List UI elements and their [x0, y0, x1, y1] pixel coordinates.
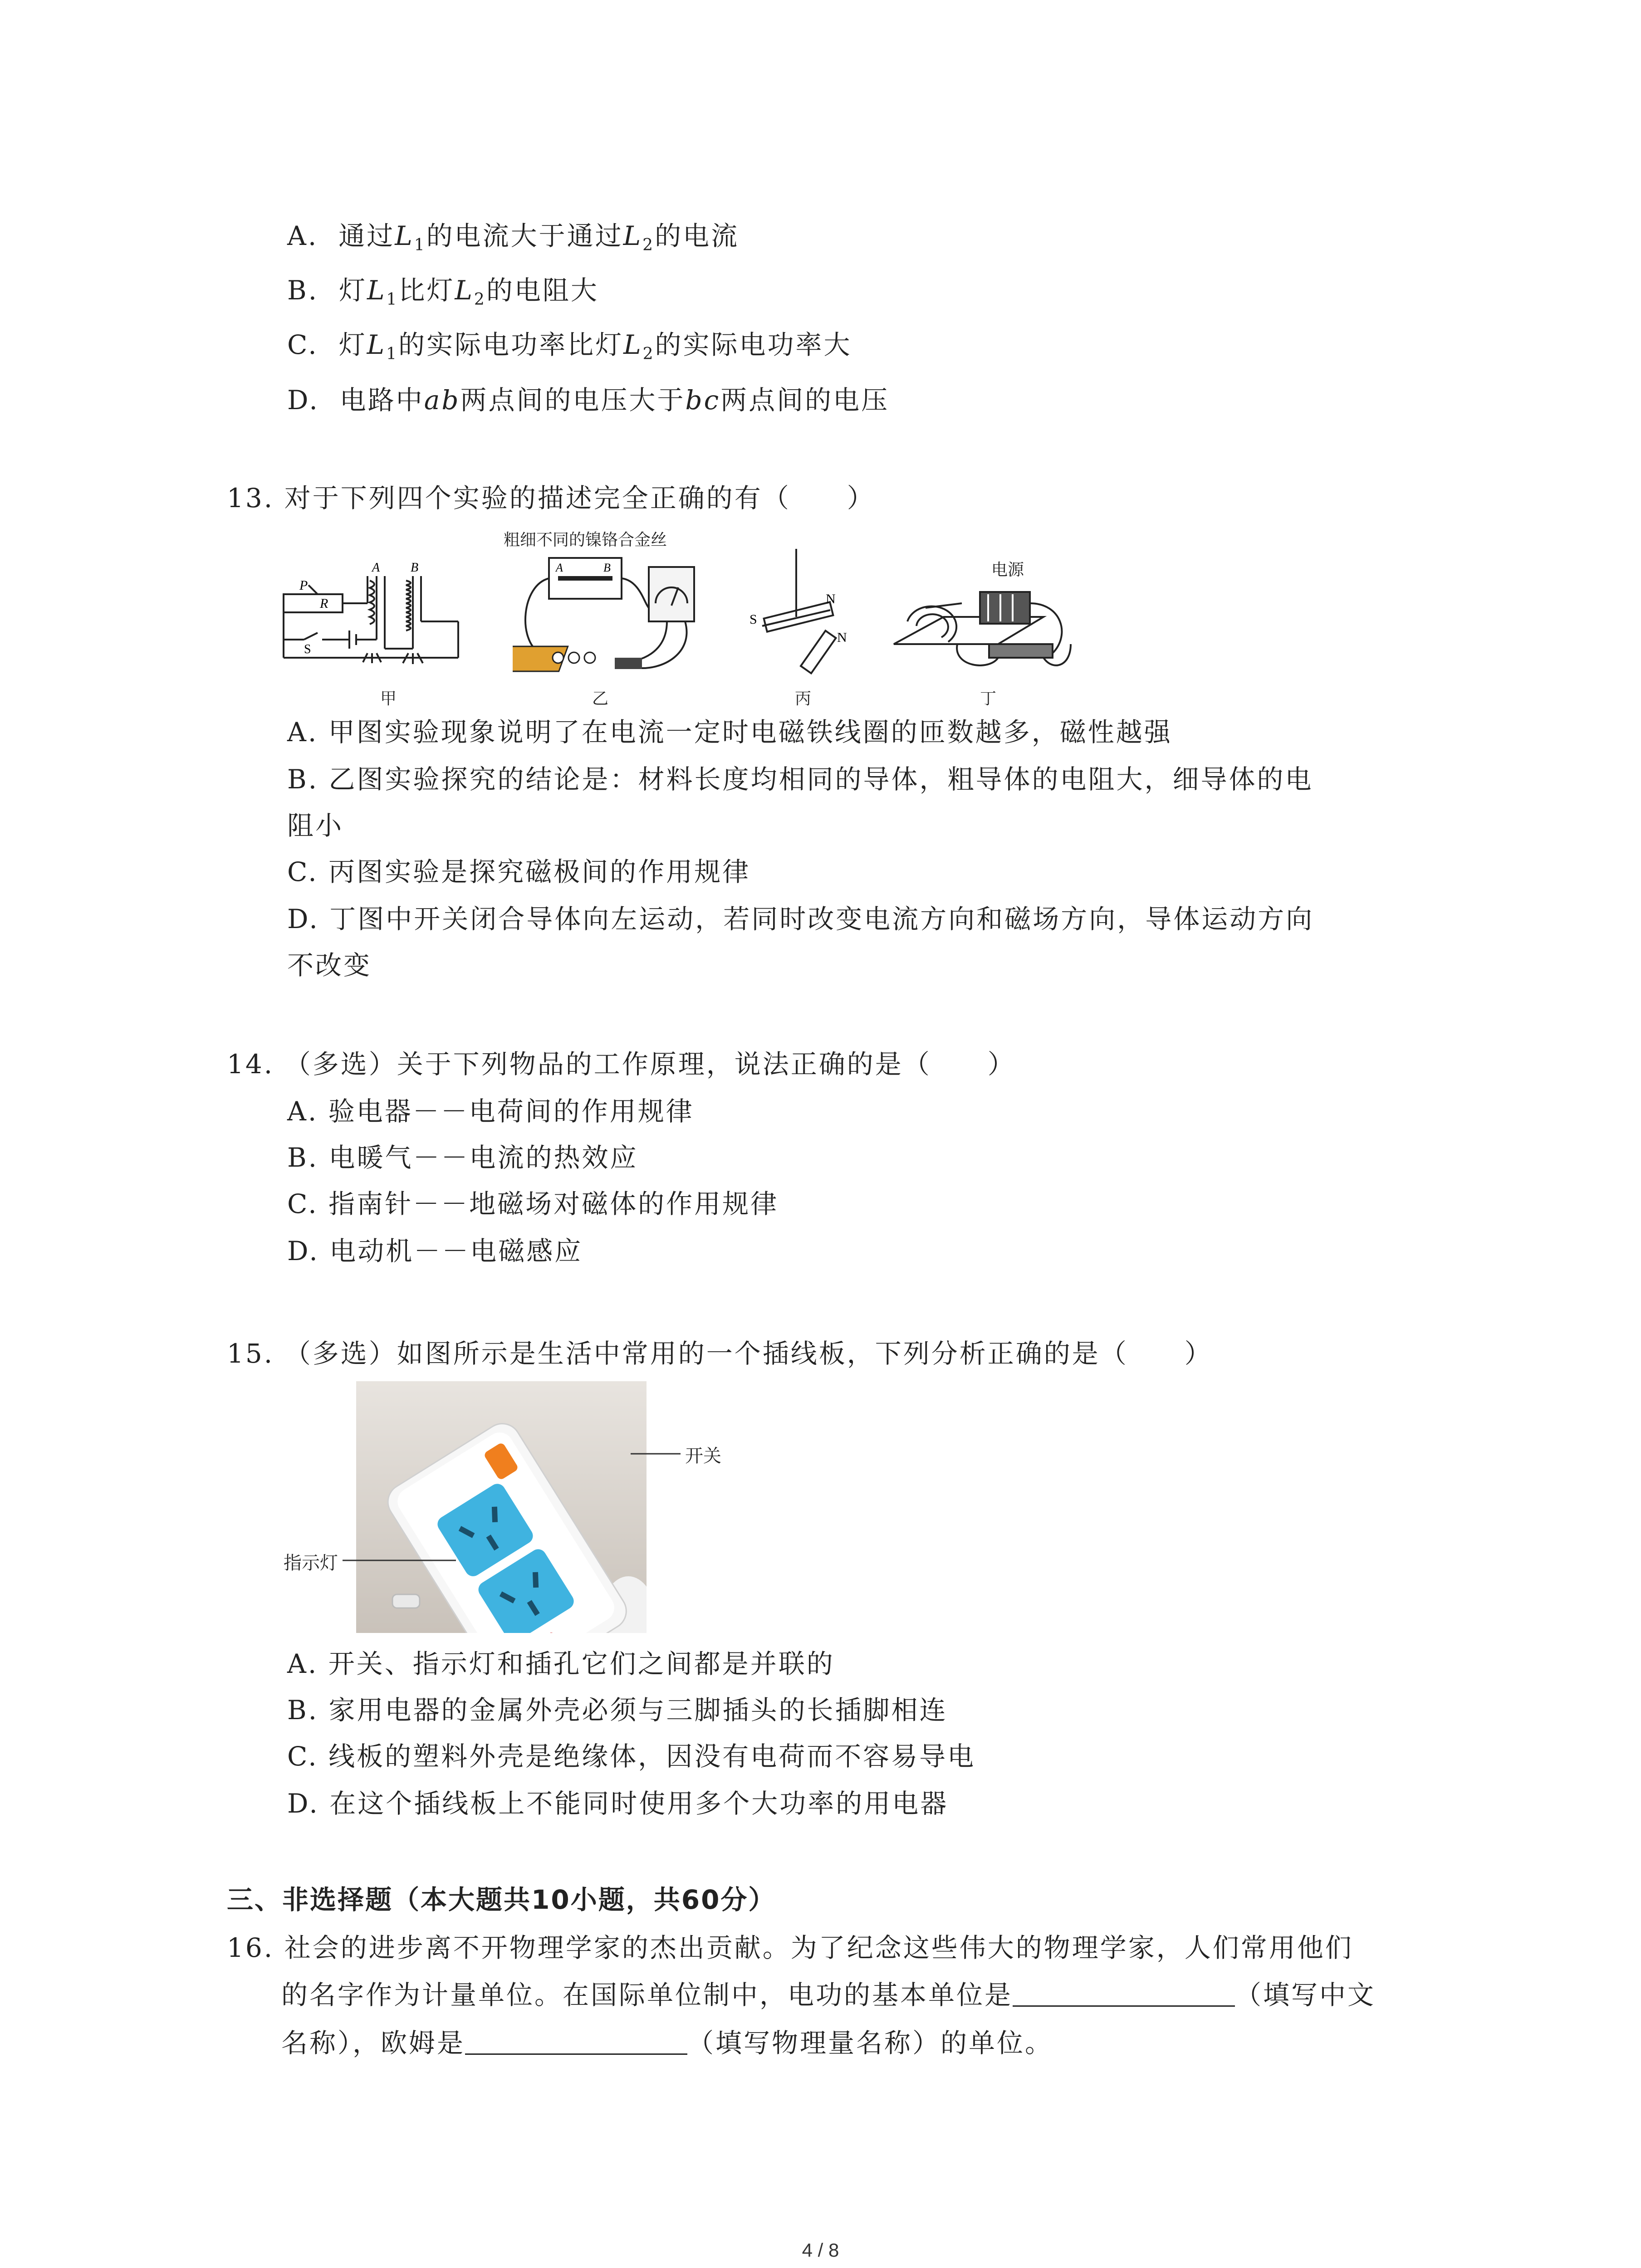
figure-jia-label: 甲 — [380, 689, 397, 708]
yi-label-b: B — [603, 561, 611, 574]
q14-option-c: C. 指南针－－地磁场对磁体的作用规律 — [287, 1188, 779, 1219]
q13-option-c: C. 丙图实验是探究磁极间的作用规律 — [287, 856, 751, 887]
power-strip-photo — [356, 1381, 647, 1633]
q15-stem: 15. （多选）如图所示是生活中常用的一个插线板，下列分析正确的是（ ） — [227, 1338, 1213, 1369]
q14-option-b: B. 电暖气－－电流的热效应 — [287, 1142, 638, 1173]
wire-caption: 粗细不同的镍铬合金丝 — [504, 531, 667, 549]
figure-ding-label: 丁 — [980, 689, 997, 708]
label-switch: 开关 — [685, 1446, 721, 1466]
label-indicator: 指示灯 — [284, 1553, 338, 1574]
figure-bing — [744, 544, 857, 680]
q16-line-1: 16. 社会的进步离不开物理学家的杰出贡献。为了纪念这些伟大的物理学家，人们常用他们 — [227, 1932, 1353, 1963]
figure-yi — [513, 549, 703, 685]
figure-jia — [277, 540, 490, 676]
q15-option-c: C. 线板的塑料外壳是绝缘体，因没有电荷而不容易导电 — [287, 1741, 976, 1772]
q13-number: 13. — [227, 483, 274, 513]
q13-option-d: D. 丁图中开关闭合导体向左运动，若同时改变电流方向和磁场方向，导体运动方向 — [287, 904, 1314, 934]
switch-leader-line — [631, 1449, 681, 1458]
q13-option-d-cont: 不改变 — [287, 950, 372, 981]
jia-label-r: R — [320, 596, 328, 611]
section-heading: 三、非选择题（本大题共10小题，共60分） — [227, 1884, 776, 1915]
page-number: 4 / 8 — [802, 2239, 839, 2261]
q14-option-d: D. 电动机－－电磁感应 — [287, 1236, 583, 1266]
q12-option-a: A. 通过$L_1$的电流大于通过$L_2$的电流 — [287, 220, 740, 254]
power-caption: 电源 — [991, 561, 1024, 579]
q15-option-b: B. 家用电器的金属外壳必须与三脚插头的长插脚相连 — [287, 1695, 948, 1725]
bing-label-n1: N — [826, 591, 836, 606]
q16-line-3: 名称），欧姆是 （填写物理量名称）的单位。 — [281, 2028, 1053, 2058]
q15-option-d: D. 在这个插线板上不能同时使用多个大功率的用电器 — [287, 1788, 949, 1819]
q12-option-b: B. 灯$L_1$比灯$L_2$的电阻大 — [287, 275, 599, 309]
q14-option-a: A. 验电器－－电荷间的作用规律 — [287, 1096, 694, 1127]
q16-line-2: 的名字作为计量单位。在国际单位制中，电功的基本单位是 （填写中文 — [281, 1980, 1376, 2010]
indicator-leader-line — [343, 1556, 456, 1565]
q15-number: 15. — [227, 1338, 274, 1369]
figure-ding — [889, 576, 1080, 676]
q13-option-b-cont: 阻小 — [287, 810, 344, 841]
q13-option-b: B. 乙图实验探究的结论是：材料长度均相同的导体，粗导体的电阻大，细导体的电 — [287, 764, 1313, 795]
q13-option-a: A. 甲图实验现象说明了在电流一定时电磁铁线圈的匝数越多，磁性越强 — [287, 717, 1172, 748]
jia-label-a: A — [372, 561, 380, 575]
q16-number: 16. — [227, 1932, 274, 1963]
jia-label-s: S — [304, 642, 311, 656]
jia-label-p: P — [299, 578, 308, 593]
jia-label-b: B — [411, 561, 419, 575]
bing-label-s: S — [749, 612, 757, 627]
q14-stem: 14. （多选）关于下列物品的工作原理，说法正确的是（ ） — [227, 1049, 1016, 1080]
q12-option-c: C. 灯$L_1$的实际电功率比灯$L_2$的实际电功率大 — [287, 329, 852, 363]
answer-blank-1[interactable] — [1013, 1982, 1235, 2007]
bing-label-n2: N — [837, 630, 847, 645]
figure-yi-label: 乙 — [592, 689, 609, 708]
q13-stem: 13. 对于下列四个实验的描述完全正确的有（ ） — [227, 483, 875, 513]
q14-number: 14. — [227, 1049, 274, 1080]
q12-option-d: D. 电路中ab两点间的电压大于bc两点间的电压 — [287, 385, 890, 415]
q15-option-a: A. 开关、指示灯和插孔它们之间都是并联的 — [287, 1648, 835, 1679]
yi-label-a: A — [556, 561, 563, 574]
figure-bing-label: 丙 — [795, 689, 812, 708]
answer-blank-2[interactable] — [465, 2030, 687, 2055]
